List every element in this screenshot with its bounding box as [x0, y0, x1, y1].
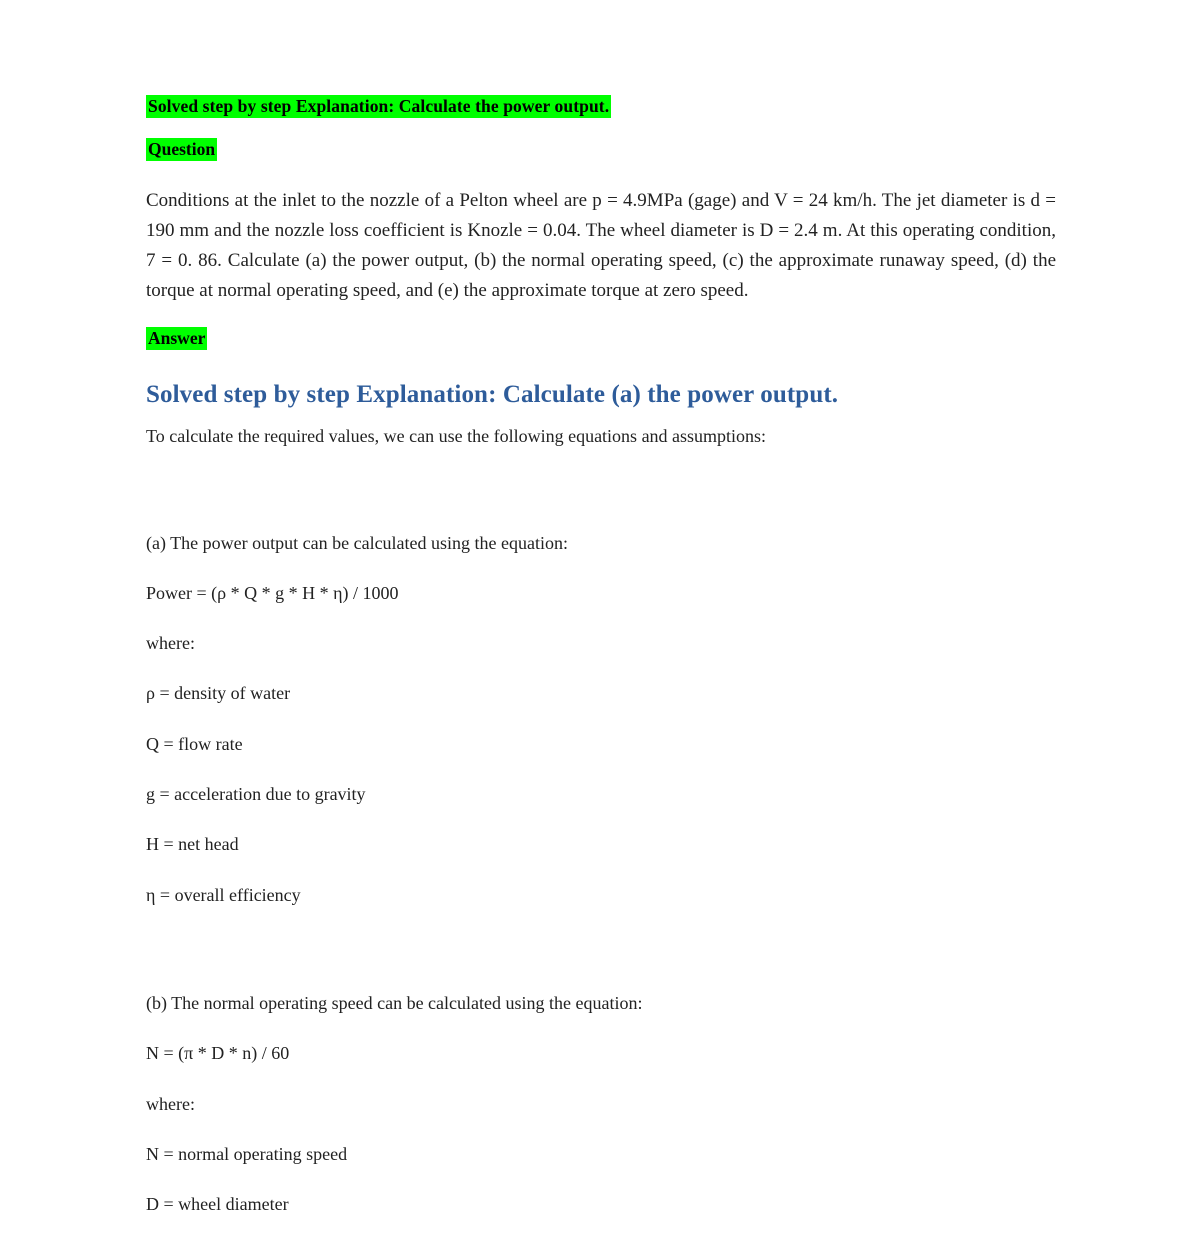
answer-heading: Solved step by step Explanation: Calculate (a) the power output. [146, 381, 839, 408]
section-a-lead: (a) The power output can be calculated using the equation: [146, 532, 569, 553]
section-b-lead: (b) The normal operating speed can be calculated using the equation: [146, 992, 643, 1013]
section-b-where-label: where: [146, 1093, 195, 1114]
section-a-definition: ρ = density of water [146, 683, 291, 704]
paragraph-spacer-a [146, 475, 1056, 531]
section-b-definition: D = wheel diameter [146, 1194, 289, 1215]
answer-intro-line: To calculate the required values, we can use the following equations and assumptions: [146, 426, 767, 447]
section-a-definition: H = net head [146, 834, 239, 855]
question-label [146, 139, 1056, 160]
section-b-definition: N = normal operating speed [146, 1143, 348, 1164]
answer-label-highlight: Answer [148, 328, 206, 348]
section-a-definition: Q = flow rate [146, 733, 243, 754]
section-a-where-label: where: [146, 633, 195, 654]
document-title-highlight: Solved step by step Explanation: Calculate the power output. [148, 96, 610, 116]
document-title [146, 96, 1056, 117]
question-paragraph: Conditions at the inlet to the nozzle of a Pelton wheel are p = 4.9MPa (gage) and V = 24 km/h. The jet diameter is d = 190 mm and the nozzle loss coefficient is Knozle = 0.04. The wheel diameter is D = 2.4 m. At this operating condition, 7 = 0. 86. Calculate (a) the power output, (b) the normal operating speed, (c) the approximate runaway speed, (d) the torque at normal operating speed, and (e) the approximate torque at zero speed. [146, 190, 1056, 301]
document-content [146, 96, 1056, 1242]
section-a-equation: Power = (ρ * Q * g * H * η) / 1000 [146, 582, 399, 603]
paragraph-spacer-b [146, 933, 1056, 991]
section-a-definition: η = overall efficiency [146, 884, 301, 905]
answer-label [146, 328, 1056, 349]
question-label-highlight: Question [148, 139, 216, 159]
section-b-equation: N = (π * D * n) / 60 [146, 1043, 290, 1064]
section-a-definition: g = acceleration due to gravity [146, 784, 366, 805]
